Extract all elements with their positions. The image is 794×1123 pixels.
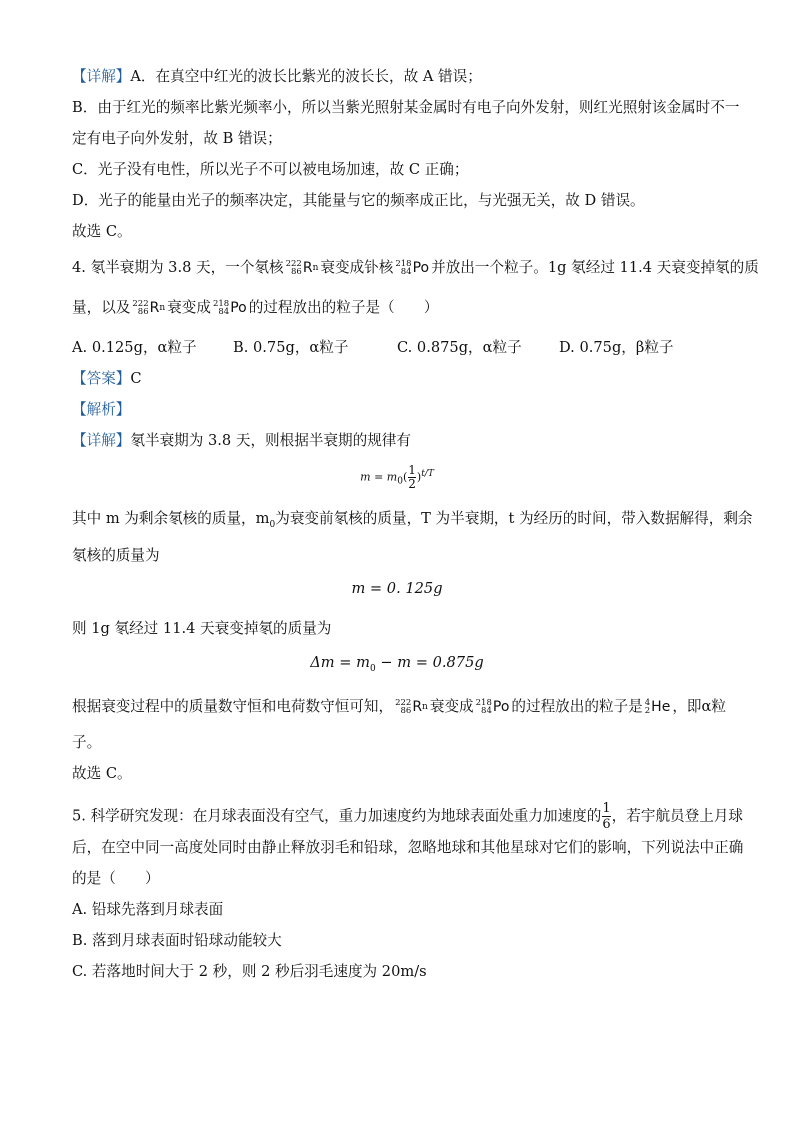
q5-option-b: B. 落到月球表面时铅球动能较大 xyxy=(72,932,282,949)
prev-detail-c: C．光子没有电性，所以光子不可以被电场加速，故 C 正确； xyxy=(72,161,469,178)
po-nuclide: 218 84 Po xyxy=(475,697,510,716)
rn-nuclide: 222 86 R n xyxy=(285,258,319,277)
rn-nuclide: 222 86 R n xyxy=(132,298,166,317)
prev-detail-a: 【详解】A．在真空中红光的波长比紫光的波长长，故 A 错误； xyxy=(72,68,482,85)
q5-stem-line1: 5. 科学研究发现：在月球表面没有空气，重力加速度约为地球表面处重力加速度的 $\frac{1}{6}$ ，若宇航员登上月球 xyxy=(72,801,744,832)
q5-option-a: A. 铅球先落到月球表面 xyxy=(72,901,224,918)
q4-conclusion: 故选 C。 xyxy=(72,765,132,782)
q4-option-b: B. 0.75g，α粒子 xyxy=(233,339,349,356)
he-nuclide: 4 2 He xyxy=(644,697,671,716)
po-nuclide: 218 84 Po xyxy=(212,298,247,317)
q5-option-c: C. 若落地时间大于 2 秒，则 2 秒后羽毛速度为 20m/s xyxy=(72,963,427,980)
prev-detail-b1: B．由于红光的频率比紫光频率小，所以当紫光照射某金属时有电子向外发射，则红光照射该金属时不一 xyxy=(72,99,740,116)
q4-detail-line: 【详解】氡半衰期为 3.8 天，则根据半衰期的规律有 xyxy=(72,432,411,449)
q4-equation-1: $m = m_0$( $\frac{1}{2}$ )$^{t/T}$ xyxy=(360,463,434,491)
q4-analysis-tag: 【解析】 xyxy=(72,401,131,418)
q4-option-c: C. 0.875g，α粒子 xyxy=(397,339,522,356)
detail-tag: 【详解】 xyxy=(72,68,131,85)
q4-stem-line1: 4. 氡半衰期为 3.8 天，一个氡核 222 86 R n 衰变成钋核 218 84 Po 并放出一个粒子。1g 氡经过 11.4 天衰变掉氡的质 xyxy=(72,258,759,277)
prev-detail-b2: 定有电子向外发射，故 B 错误； xyxy=(72,130,282,147)
q4-equation-2: m = 0. 125g xyxy=(351,580,443,597)
q4-answer: 【答案】C xyxy=(72,370,142,387)
q4-final-line1: 根据衰变过程中的质量数守恒和电荷数守恒可知， 222 86 R n 衰变成 218 84 Po 的过程放出的粒子是 4 2 He ，即α粒 xyxy=(72,697,726,716)
q4-final-line2: 子。 xyxy=(72,734,102,751)
q5-stem-line3: 的是（ ） xyxy=(72,870,160,887)
q4-where-line2: 氡核的质量为 xyxy=(72,547,160,564)
prev-conclusion: 故选 C。 xyxy=(72,223,132,240)
q5-stem-line2: 后，在空中同一高度处同时由静止释放羽毛和铅球，忽略地球和其他星球对它们的影响，下列说法中正确 xyxy=(72,839,744,856)
q4-equation-3: $\Delta m = m_0 - m = 0.875g$ xyxy=(310,654,484,674)
po-nuclide: 218 84 Po xyxy=(395,258,430,277)
rn-nuclide: 222 86 R n xyxy=(395,697,428,716)
q4-where-line1: 其中 m 为剩余氡核的质量，$m_0$为衰变前氡核的质量，T 为半衰期，t 为经历的时间，带入数据解得，剩余 xyxy=(72,510,753,530)
q4-option-a: A. 0.125g，α粒子 xyxy=(72,339,197,356)
q4-option-d: D. 0.75g，β粒子 xyxy=(559,339,674,356)
q4-stem-line2: 量，以及 222 86 R n 衰变成 218 84 Po 的过程放出的粒子是（ ） xyxy=(72,298,439,317)
q4-then-line: 则 1g 氡经过 11.4 天衰变掉氡的质量为 xyxy=(72,620,332,637)
prev-detail-d: D．光子的能量由光子的频率决定，其能量与它的频率成正比，与光强无关，故 D 错误。 xyxy=(72,192,645,209)
